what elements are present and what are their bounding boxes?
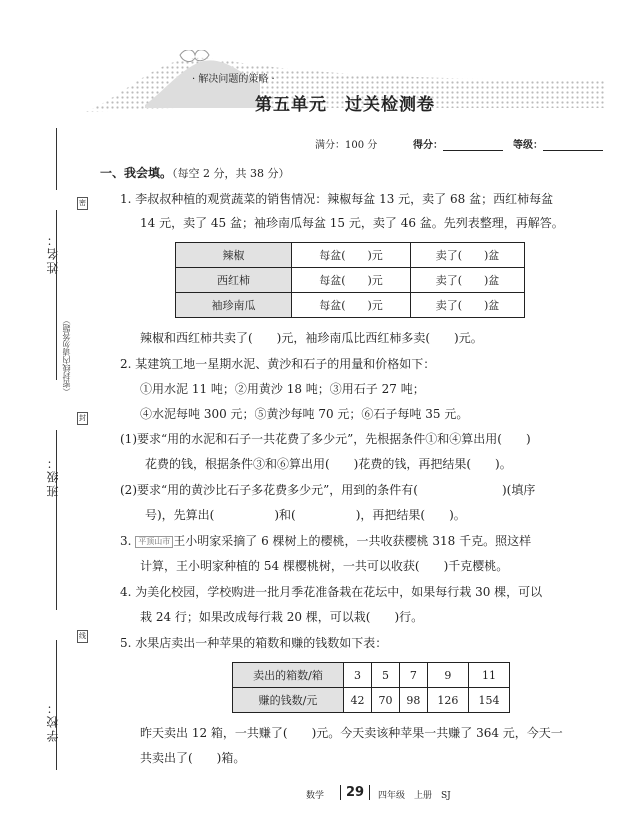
table-cell: 70 (371, 688, 399, 713)
q2-line: ①用水泥 11 吨；②用黄沙 18 吨；③用石子 27 吨； (140, 382, 425, 396)
school-label: 学校： (46, 700, 60, 742)
q2-line: ④水泥每吨 300 元；⑤黄沙每吨 70 元；⑥石子每吨 35 元。 (140, 407, 469, 421)
table-cell[interactable]: 卖了( )盆 (411, 293, 525, 318)
q2-part1[interactable]: 花费的钱，根据条件③和⑥算出用( )花费的钱，再把结果( )。 (145, 457, 512, 471)
q2-part2[interactable]: (2)要求“用的黄沙比石子多花费多少元”，用到的条件有( )(填序 (120, 483, 536, 497)
table-header: 赚的钱数/元 (233, 688, 344, 713)
table-cell: 9 (427, 663, 468, 688)
q1-table (175, 242, 525, 318)
q3-number: 3. (120, 534, 132, 548)
footer-subject: 数学 (306, 791, 325, 801)
q5-line: 5. 水果店卖出一种苹果的箱数和赚的钱数如下表： (120, 636, 388, 650)
q4-line: 4. 为美化校园，学校购进一批月季花准备栽在花坛中，如果每行栽 30 棵，可以 (120, 585, 543, 599)
unit-subtitle: · 解决问题的策略 · (192, 74, 275, 85)
section-title: 一、我会填。 (100, 166, 173, 180)
title-main: 过关检测卷 (345, 95, 435, 115)
region-tag: 平顶山市 (135, 536, 173, 548)
table-cell: 3 (344, 663, 372, 688)
grade-label: 等级： (513, 140, 543, 151)
table-cell: 126 (427, 688, 468, 713)
name-label: 姓名： (46, 232, 60, 274)
section-heading (100, 166, 290, 181)
q4-line[interactable]: 栽 24 行；如果改成每行栽 20 棵，可以栽( )行。 (140, 610, 424, 624)
grade-blank[interactable] (543, 140, 603, 151)
q3-line[interactable]: 计算，王小明家种植的 54 棵樱桃树，一共可以收获( )千克樱桃。 (140, 559, 509, 573)
footer-grade: 四年级 上册 SJ (378, 791, 451, 801)
score-field (413, 136, 503, 151)
seal-mark: 线 (77, 630, 88, 643)
table-cell: 98 (399, 688, 427, 713)
q1-line: 14 元，卖了 45 盆；袖珍南瓜每盆 15 元，卖了 46 盆。先列表整理，再解答。 (140, 216, 564, 230)
q3-text: 王小明家采摘了 6 棵树上的樱桃，一共收获樱桃 318 千克。照这样 (173, 534, 532, 548)
score-blank[interactable] (443, 140, 503, 151)
section-note: （每空 2 分，共 38 分） (172, 167, 290, 180)
seal-note: （密封线内请勿答题） (62, 316, 71, 396)
table-cell: 154 (468, 688, 509, 713)
q2-line: 2. 某建筑工地一星期水泥、黄沙和石子的用量和价格如下： (120, 357, 436, 371)
q2-part1[interactable]: (1)要求“用的水泥和石子一共花费了多少元”，先根据条件①和④算出用( ) (120, 432, 531, 446)
page-number: 29 (340, 785, 370, 800)
table-cell: 42 (344, 688, 372, 713)
table-cell: 辣椒 (176, 243, 292, 268)
table-cell: 5 (371, 663, 399, 688)
table-cell[interactable]: 每盆( )元 (292, 293, 411, 318)
seal-mark: 封 (77, 412, 88, 425)
score-label: 得分： (413, 140, 443, 151)
seal-mark: 密 (77, 197, 88, 210)
q5-answer[interactable]: 共卖出了( )箱。 (140, 751, 246, 765)
q5-answer[interactable]: 昨天卖出 12 箱，一共赚了( )元。今天卖该种苹果一共赚了 364 元，今天一 (140, 726, 563, 740)
q5-table (232, 662, 510, 713)
class-label: 班级： (46, 455, 60, 497)
table-cell: 袖珍南瓜 (176, 293, 292, 318)
title-unit: 第五单元 (255, 95, 327, 115)
table-cell: 西红柿 (176, 268, 292, 293)
table-cell[interactable]: 卖了( )盆 (411, 243, 525, 268)
table-cell[interactable]: 每盆( )元 (292, 243, 411, 268)
table-cell[interactable]: 每盆( )元 (292, 268, 411, 293)
page-title (255, 90, 435, 115)
table-cell: 11 (468, 663, 509, 688)
q1-answer[interactable]: 辣椒和西红柿共卖了( )元，袖珍南瓜比西红柿多卖( )元。 (140, 331, 483, 345)
table-cell[interactable]: 卖了( )盆 (411, 268, 525, 293)
binding-line (56, 128, 57, 190)
full-score: 满分：100 分 (315, 140, 378, 151)
q3-line (120, 534, 531, 548)
table-header: 卖出的箱数/箱 (233, 663, 344, 688)
q1-line: 1. 李叔叔种植的观赏蔬菜的销售情况：辣椒每盆 13 元，卖了 68 盆；西红柿每盆 (120, 192, 554, 206)
grade-field (513, 136, 603, 151)
table-cell: 7 (399, 663, 427, 688)
q2-part2[interactable]: 号)，先算出( )和( )，再把结果( )。 (145, 508, 466, 522)
